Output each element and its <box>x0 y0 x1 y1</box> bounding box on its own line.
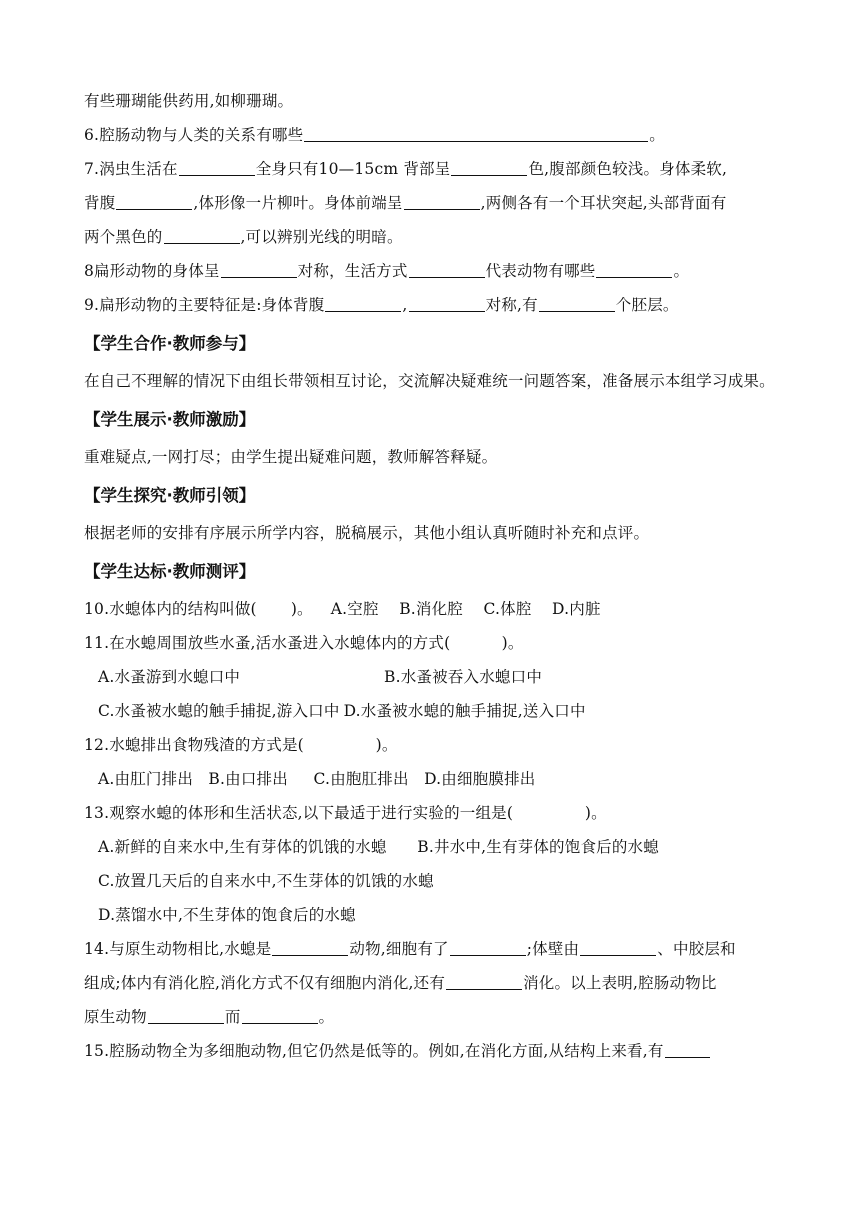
q6-answer-blank[interactable] <box>304 125 648 142</box>
q7-text-b: 全身只有10—15cm 背部呈 <box>255 160 451 178</box>
q8-text-c: 代表动物有哪些 <box>485 262 596 280</box>
q7-text-f: ,两侧各有一个耳状突起,头部背面有 <box>480 194 727 212</box>
q7-blank-eyespots[interactable] <box>164 227 240 244</box>
question-15 <box>84 1034 778 1068</box>
q7-text-d: 背腹 <box>84 194 116 212</box>
q13-options-ab: A.新鲜的自来水中,生有芽体的饥饿的水螅 B.井水中,生有芽体的饱食后的水螅 <box>98 838 659 856</box>
q8-text-b: 对称，生活方式 <box>297 262 408 280</box>
q8-end: 。 <box>673 262 690 280</box>
q9-blank-flat[interactable] <box>325 295 401 312</box>
q14-text-i: 。 <box>318 1008 335 1026</box>
q14-text-f: 消化。以上表明,腔肠动物比 <box>523 974 717 992</box>
q9-text-d: 个胚层。 <box>615 296 679 314</box>
q8-blank-symmetry[interactable] <box>221 261 297 278</box>
q14-blank-complex[interactable] <box>242 1007 318 1024</box>
section-cooperation-text: 在自己不理解的情况下由组长带领相互讨论，交流解决疑难统一问题答案，准备展示本组学习成果。 <box>84 372 775 390</box>
q14-blank-digestion[interactable] <box>446 973 522 990</box>
q13-option-c[interactable]: C.放置几天后的自来水中,不生芽体的饥饿的水螅 <box>98 872 434 890</box>
q9-blank-symmetry[interactable] <box>409 295 485 312</box>
q8-blank-examples[interactable] <box>596 261 672 278</box>
q7-blank-flat[interactable] <box>116 193 192 210</box>
question-7-line-1 <box>84 152 778 186</box>
q11-option-c[interactable]: C.水蚤被水螅的触手捕捉,游入口中 <box>98 702 340 720</box>
q7-blank-head-shape[interactable] <box>404 193 480 210</box>
q15-blank[interactable] <box>665 1041 710 1058</box>
q7-text-g: 两个黑色的 <box>84 228 163 246</box>
q7-text-c: 色,腹部颜色较浅。身体柔软, <box>528 160 728 178</box>
q10-stem-end: )。 <box>290 600 313 618</box>
question-8 <box>84 254 778 288</box>
question-7-line-3 <box>84 220 778 254</box>
section-display-text: 重难疑点,一网打尽；由学生提出疑难问题，教师解答释疑。 <box>84 448 498 466</box>
section-assessment-title: 【学生达标·教师测评】 <box>84 562 256 581</box>
q14-text-b: 动物,细胞有了 <box>349 940 449 958</box>
question-11: 11.在水螅周围放些水蚤,活水蚤进入水螅体内的方式( )。 <box>84 634 524 652</box>
q11-option-d[interactable]: D.水蚤被水螅的触手捕捉,送入口中 <box>343 702 586 720</box>
q7-blank-habitat[interactable] <box>179 159 255 176</box>
q9-text-b: , <box>402 296 408 314</box>
q8-text-a: 8扁形动物的身体呈 <box>84 262 220 280</box>
question-12: 12.水螅排出食物残渣的方式是( )。 <box>84 736 398 754</box>
q11-options-ab <box>84 660 778 694</box>
section-explore-title: 【学生探究·教师引领】 <box>84 486 256 505</box>
q11-options-cd <box>84 694 778 728</box>
question-7-line-2 <box>84 186 778 220</box>
q10-stem: 10.水螅体内的结构叫做( <box>84 600 257 618</box>
question-14-line-3 <box>84 1000 778 1034</box>
q7-blank-back-color[interactable] <box>451 159 527 176</box>
q8-blank-lifestyle[interactable] <box>409 261 485 278</box>
q7-text-e: ,体形像一片柳叶。身体前端呈 <box>193 194 403 212</box>
text-line-coral: 有些珊瑚能供药用,如柳珊瑚。 <box>84 92 294 110</box>
q9-text-a: 9.扁形动物的主要特征是:身体背腹 <box>84 296 325 314</box>
q7-text-h: ,可以辨别光线的明暗。 <box>240 228 403 246</box>
section-display-title: 【学生展示·教师激励】 <box>84 410 256 429</box>
q14-text-a: 14.与原生动物相比,水螅是 <box>84 940 272 958</box>
question-13: 13.观察水螅的体形和生活状态,以下最适于进行实验的一组是( )。 <box>84 804 607 822</box>
q14-text-d: 、中胶层和 <box>657 940 736 958</box>
q14-blank-advanced[interactable] <box>148 1007 224 1024</box>
q14-text-e: 组成;体内有消化腔,消化方式不仅有细胞内消化,还有 <box>84 974 446 992</box>
q14-blank-cellularity[interactable] <box>272 939 348 956</box>
q13-option-d[interactable]: D.蒸馏水中,不生芽体的饱食后的水螅 <box>98 906 356 924</box>
question-10 <box>84 592 778 626</box>
q9-text-c: 对称,有 <box>485 296 538 314</box>
section-cooperation-title: 【学生合作·教师参与】 <box>84 334 256 353</box>
q11-option-a[interactable]: A.水蚤游到水螅口中 <box>98 668 241 686</box>
q14-text-g: 原生动物 <box>84 1008 147 1026</box>
q14-text-c: ;体壁由 <box>526 940 580 958</box>
section-explore-text: 根据老师的安排有序展示所学内容，脱稿展示，其他小组认真听随时补充和点评。 <box>84 524 650 542</box>
q14-blank-differentiation[interactable] <box>450 939 526 956</box>
q6-end: 。 <box>649 126 665 144</box>
q11-option-b[interactable]: B.水蚤被吞入水螅口中 <box>384 668 543 686</box>
q6-text: 6.腔肠动物与人类的关系有哪些 <box>84 126 304 144</box>
question-14-line-2 <box>84 966 778 1000</box>
question-6 <box>84 118 778 152</box>
q10-options: A.空腔 B.消化腔 C.体腔 D.内脏 <box>330 600 601 618</box>
q14-blank-ectoderm[interactable] <box>580 939 656 956</box>
q14-text-h: 而 <box>224 1008 241 1026</box>
q15-text: 15.腔肠动物全为多细胞动物,但它仍然是低等的。例如,在消化方面,从结构上来看,有 <box>84 1042 664 1060</box>
q7-text-a: 7.涡虫生活在 <box>84 160 178 178</box>
worksheet-page <box>84 84 778 1068</box>
question-9 <box>84 288 778 322</box>
question-14-line-1 <box>84 932 778 966</box>
q9-blank-germ-layers[interactable] <box>539 295 615 312</box>
q12-options: A.由肛门排出 B.由口排出 C.由胞肛排出 D.由细胞膜排出 <box>98 770 536 788</box>
